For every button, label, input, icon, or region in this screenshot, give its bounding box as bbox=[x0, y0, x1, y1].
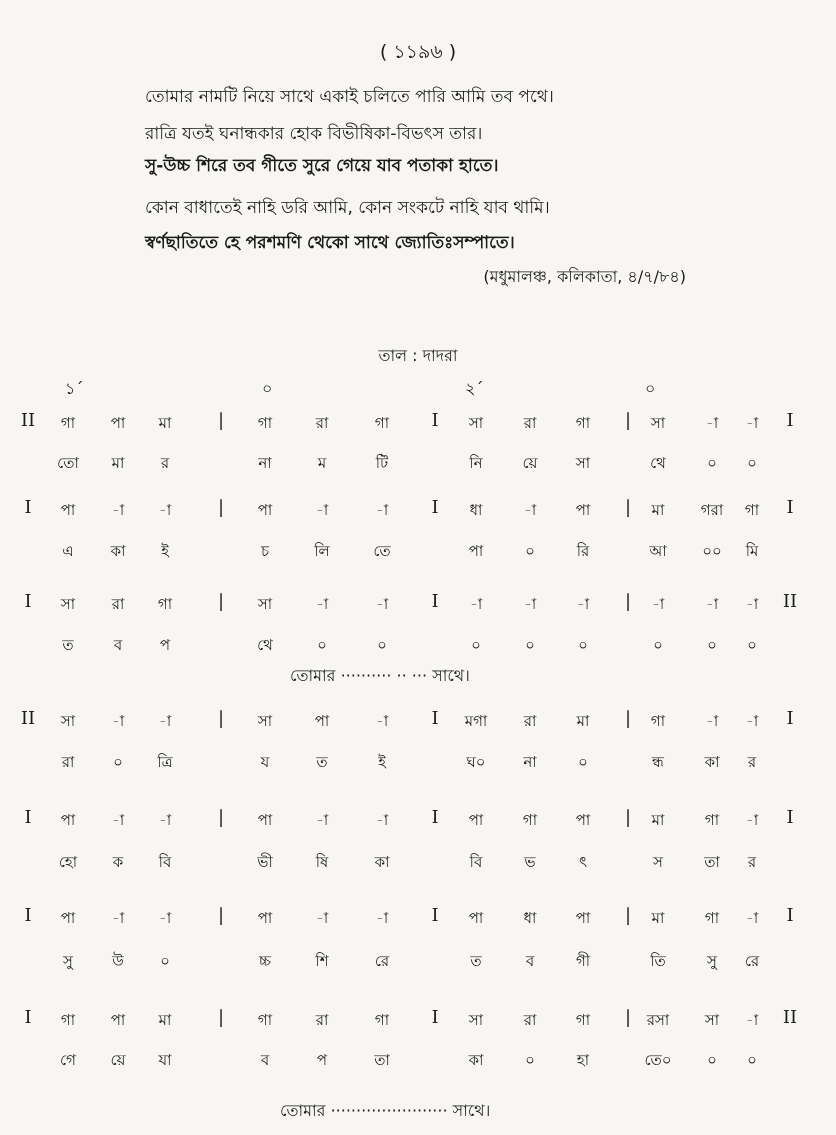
row-lead-barline: I bbox=[24, 1007, 32, 1028]
swara-note: গা bbox=[374, 414, 390, 432]
swara-note: পা bbox=[60, 909, 76, 927]
lyric-syllable: ত bbox=[470, 952, 482, 970]
lyric-syllable: ঘ০ bbox=[466, 753, 486, 771]
lyric-syllable: না bbox=[523, 753, 537, 771]
refrain-end: সাথে। bbox=[452, 1101, 491, 1120]
swara-note: মা bbox=[651, 501, 665, 519]
lyric-syllable: কা bbox=[110, 542, 126, 560]
swara-note: গা bbox=[704, 909, 720, 927]
lyric-syllable: ৎ bbox=[578, 853, 588, 871]
swara-note: -া bbox=[745, 414, 759, 432]
lyric-syllable: সু bbox=[63, 952, 73, 970]
lyric-syllable: রে bbox=[744, 952, 760, 970]
refrain-1 bbox=[290, 663, 470, 690]
swara-note: মা bbox=[651, 909, 665, 927]
beat-divider: | bbox=[624, 497, 632, 518]
beat-divider: | bbox=[217, 708, 225, 729]
lyric-syllable: স bbox=[653, 853, 663, 871]
tala-heading: তাল : দাদরা bbox=[378, 346, 458, 365]
lyric-syllable: ব bbox=[260, 1051, 270, 1069]
swara-note: গা bbox=[60, 414, 76, 432]
lyric-syllable: ০ bbox=[747, 1051, 757, 1069]
refrain-start: তোমার bbox=[290, 666, 336, 685]
swara-note: মা bbox=[158, 414, 172, 432]
row-end-barline: I bbox=[786, 807, 794, 828]
swara-note: রা bbox=[315, 414, 329, 432]
beat-divider: | bbox=[624, 1007, 632, 1028]
lyric-syllable: য়ে bbox=[522, 454, 538, 472]
lyric-syllable: বি bbox=[469, 853, 483, 871]
lyric-syllable: টি bbox=[375, 454, 389, 472]
beat-marker-1: ১´ bbox=[65, 379, 84, 398]
swara-note: -া bbox=[158, 811, 172, 829]
lyric-syllable: চ bbox=[260, 542, 270, 560]
lyric-syllable: থে bbox=[257, 636, 273, 654]
swara-note: সা bbox=[257, 595, 273, 613]
row-lead-barline: II bbox=[20, 708, 36, 729]
swara-note: পা bbox=[314, 712, 330, 730]
swara-note: রা bbox=[523, 1011, 537, 1029]
lyric-syllable: ০ bbox=[113, 753, 123, 771]
lyric-syllable: তি bbox=[650, 952, 666, 970]
lyric-syllable: ০ bbox=[317, 636, 327, 654]
lyric-syllable: সু bbox=[707, 952, 717, 970]
swara-note: ধা bbox=[469, 501, 483, 519]
beat-divider: | bbox=[217, 905, 225, 926]
swara-note: -া bbox=[158, 712, 172, 730]
lyric-syllable: শি bbox=[315, 952, 329, 970]
lyric-syllable: ব bbox=[525, 952, 535, 970]
beat-divider: I bbox=[431, 807, 439, 828]
swara-note: -া bbox=[375, 595, 389, 613]
swara-note: ধা bbox=[523, 909, 537, 927]
lyric-line-4: কোন বাধাতেই নাহি ডরি আমি, কোন সংকটে নাহি যাব থামি। bbox=[145, 198, 550, 218]
swara-note: মা bbox=[576, 712, 590, 730]
swara-note: -া bbox=[375, 909, 389, 927]
swara-note: -া bbox=[111, 501, 125, 519]
lyric-syllable: ই bbox=[378, 753, 386, 771]
lyric-syllable: ত bbox=[316, 753, 328, 771]
swara-note: গা bbox=[374, 1011, 390, 1029]
swara-note: -া bbox=[705, 595, 719, 613]
lyric-syllable: ই bbox=[161, 542, 169, 560]
swara-note: -া bbox=[315, 501, 329, 519]
lyric-syllable: র bbox=[747, 753, 757, 771]
lyric-syllable: ব bbox=[113, 636, 123, 654]
beat-divider: | bbox=[217, 591, 225, 612]
swara-note: পা bbox=[60, 501, 76, 519]
row-end-barline: I bbox=[786, 497, 794, 518]
beat-divider: I bbox=[431, 497, 439, 518]
lyric-syllable: ০ bbox=[707, 454, 717, 472]
beat-divider: I bbox=[431, 905, 439, 926]
lyric-syllable: রি bbox=[576, 542, 590, 560]
refrain-2 bbox=[280, 1098, 490, 1125]
beat-marker-3: ২´ bbox=[465, 379, 484, 398]
swara-note: -া bbox=[375, 811, 389, 829]
swara-note: সা bbox=[704, 1011, 720, 1029]
swara-note: রা bbox=[111, 595, 125, 613]
swara-note: মা bbox=[158, 1011, 172, 1029]
beat-divider: I bbox=[431, 1007, 439, 1028]
lyric-line-5: স্বর্ণছাতিতে হে পরশমণি থেকো সাথে জ্যোতিঃসম্পাতে। bbox=[145, 233, 515, 253]
lyric-line-3: সু-উচ্চ শিরে তব গীতে সুরে গেয়ে যাব পতাকা হাতে। bbox=[145, 156, 499, 176]
refrain-end: সাথে। bbox=[432, 666, 470, 685]
swara-note: পা bbox=[60, 811, 76, 829]
row-lead-barline: I bbox=[24, 591, 32, 612]
beat-divider: I bbox=[431, 708, 439, 729]
beat-divider: I bbox=[431, 591, 439, 612]
row-lead-barline: I bbox=[24, 807, 32, 828]
row-end-barline: I bbox=[786, 410, 794, 431]
lyric-syllable: আ bbox=[649, 542, 667, 560]
lyric-line-2: রাত্রি যতই ঘনান্ধকার হোক বিভীষিকা-বিভৎস তার। bbox=[145, 124, 483, 144]
swara-note: -া bbox=[745, 712, 759, 730]
swara-note: গা bbox=[522, 811, 538, 829]
lyric-syllable: ০ bbox=[160, 952, 170, 970]
swara-note: গা bbox=[575, 1011, 591, 1029]
swara-note: -া bbox=[158, 501, 172, 519]
lyric-syllable: বি bbox=[158, 853, 172, 871]
swara-note: পা bbox=[468, 811, 484, 829]
swara-note: -া bbox=[158, 909, 172, 927]
lyric-syllable: র bbox=[160, 454, 170, 472]
beat-marker-4: ০ bbox=[645, 379, 656, 398]
lyric-syllable: ০০ bbox=[702, 542, 722, 560]
swara-note: সা bbox=[468, 1011, 484, 1029]
lyric-syllable: ম bbox=[317, 454, 327, 472]
lyric-syllable: ষি bbox=[315, 853, 329, 871]
refrain-start: তোমার bbox=[280, 1101, 326, 1120]
swara-note: -া bbox=[523, 501, 537, 519]
beat-divider: | bbox=[217, 497, 225, 518]
beat-divider: | bbox=[624, 708, 632, 729]
swara-note: -া bbox=[745, 595, 759, 613]
swara-note: -া bbox=[315, 811, 329, 829]
lyric-syllable: লি bbox=[314, 542, 330, 560]
lyric-syllable: কা bbox=[468, 1051, 484, 1069]
row-end-barline: I bbox=[786, 708, 794, 729]
lyric-syllable: পা bbox=[468, 542, 484, 560]
row-end-barline: I bbox=[786, 905, 794, 926]
lyric-syllable: ভী bbox=[257, 853, 273, 871]
swara-note: গা bbox=[257, 414, 273, 432]
lyric-syllable: য bbox=[260, 753, 270, 771]
beat-divider: | bbox=[624, 905, 632, 926]
swara-note: পা bbox=[575, 811, 591, 829]
swara-note: -া bbox=[111, 909, 125, 927]
beat-divider: | bbox=[217, 807, 225, 828]
swara-note: গা bbox=[257, 1011, 273, 1029]
row-lead-barline: I bbox=[24, 905, 32, 926]
lyric-syllable: ০ bbox=[525, 542, 535, 560]
lyric-syllable: ০ bbox=[578, 753, 588, 771]
lyric-syllable: হো bbox=[58, 853, 78, 871]
swara-note: -া bbox=[469, 595, 483, 613]
beat-divider: | bbox=[624, 591, 632, 612]
swara-note: গরা bbox=[700, 501, 724, 519]
swara-note: -া bbox=[111, 712, 125, 730]
swara-note: গা bbox=[575, 414, 591, 432]
lyric-syllable: ০ bbox=[747, 636, 757, 654]
swara-note: সা bbox=[468, 414, 484, 432]
lyric-syllable: ন্ধ bbox=[652, 753, 664, 771]
lyric-syllable: নি bbox=[469, 454, 483, 472]
lyric-syllable: ০ bbox=[471, 636, 481, 654]
swara-note: রা bbox=[523, 414, 537, 432]
swara-note: -া bbox=[375, 712, 389, 730]
lyric-syllable: কা bbox=[704, 753, 720, 771]
swara-note: পা bbox=[468, 909, 484, 927]
swara-note: পা bbox=[110, 414, 126, 432]
swara-note: পা bbox=[257, 909, 273, 927]
swara-note: সা bbox=[257, 712, 273, 730]
swara-note: পা bbox=[110, 1011, 126, 1029]
lyric-syllable: মি bbox=[745, 542, 759, 560]
lyric-syllable: হা bbox=[576, 1051, 590, 1069]
refrain-dots: ······················· bbox=[330, 1101, 448, 1120]
swara-note: পা bbox=[257, 501, 273, 519]
swara-note: সা bbox=[60, 712, 76, 730]
lyric-syllable: তো bbox=[57, 454, 79, 472]
lyric-syllable: তে০ bbox=[644, 1051, 672, 1069]
row-end-barline: II bbox=[782, 1007, 798, 1028]
beat-marker-2: ০ bbox=[262, 379, 273, 398]
lyric-syllable: ০ bbox=[747, 454, 757, 472]
swara-note: -া bbox=[745, 811, 759, 829]
lyric-syllable: না bbox=[258, 454, 272, 472]
lyric-syllable: ত্রি bbox=[157, 753, 173, 771]
swara-note: -া bbox=[111, 811, 125, 829]
swara-note: পা bbox=[575, 501, 591, 519]
lyric-syllable: গে bbox=[60, 1051, 76, 1069]
swara-note: গা bbox=[704, 811, 720, 829]
beat-divider: | bbox=[217, 1007, 225, 1028]
swara-note: -া bbox=[745, 1011, 759, 1029]
lyric-syllable: য়ে bbox=[110, 1051, 126, 1069]
lyric-syllable: চ্চ bbox=[258, 952, 272, 970]
swara-note: রসা bbox=[646, 1011, 670, 1029]
lyric-syllable: রে bbox=[374, 952, 390, 970]
lyric-syllable: ক bbox=[112, 853, 124, 871]
lyric-syllable: গী bbox=[575, 952, 591, 970]
swara-note: -া bbox=[651, 595, 665, 613]
source-citation: (মধুমালঞ্চ, কলিকাতা, ৪/৭/৮৪) bbox=[483, 267, 686, 286]
swara-note: -া bbox=[705, 712, 719, 730]
lyric-syllable: ০ bbox=[653, 636, 663, 654]
lyric-line-1: তোমার নামটি নিয়ে সাথে একাই চলিতে পারি আমি তব পথে। bbox=[145, 87, 554, 107]
lyric-syllable: ত bbox=[62, 636, 74, 654]
lyric-syllable: ০ bbox=[578, 636, 588, 654]
swara-note: গা bbox=[157, 595, 173, 613]
lyric-syllable: তা bbox=[374, 1051, 390, 1069]
row-lead-barline: I bbox=[24, 497, 32, 518]
swara-note: -া bbox=[523, 595, 537, 613]
row-lead-barline: II bbox=[20, 410, 36, 431]
lyric-syllable: প bbox=[159, 636, 171, 654]
swara-note: গা bbox=[650, 712, 666, 730]
swara-note: সা bbox=[650, 414, 666, 432]
lyric-syllable: ভ bbox=[524, 853, 536, 871]
lyric-syllable: তা bbox=[704, 853, 720, 871]
swara-note: -া bbox=[745, 909, 759, 927]
lyric-syllable: তে bbox=[373, 542, 391, 560]
swara-note: মা bbox=[651, 811, 665, 829]
lyric-syllable: সা bbox=[575, 454, 591, 472]
swara-note: -া bbox=[705, 414, 719, 432]
lyric-syllable: ০ bbox=[377, 636, 387, 654]
swara-note: -া bbox=[315, 909, 329, 927]
swara-note: রা bbox=[523, 712, 537, 730]
row-end-barline: II bbox=[782, 591, 798, 612]
beat-divider: I bbox=[431, 410, 439, 431]
lyric-syllable: প bbox=[316, 1051, 328, 1069]
lyric-syllable: র bbox=[747, 853, 757, 871]
lyric-syllable: উ bbox=[112, 952, 124, 970]
lyric-syllable: কা bbox=[374, 853, 390, 871]
swara-note: গা bbox=[744, 501, 760, 519]
page-number: ( ১১৯৬ ) bbox=[379, 41, 457, 63]
lyric-syllable: থে bbox=[650, 454, 666, 472]
lyric-syllable: ০ bbox=[707, 1051, 717, 1069]
lyric-syllable: এ bbox=[62, 542, 74, 560]
swara-note: পা bbox=[575, 909, 591, 927]
swara-note: সা bbox=[60, 595, 76, 613]
refrain-dots: ·········· ·· ··· bbox=[340, 666, 428, 685]
lyric-syllable: ০ bbox=[707, 636, 717, 654]
beat-divider: | bbox=[624, 410, 632, 431]
beat-divider: | bbox=[624, 807, 632, 828]
lyric-syllable: যা bbox=[158, 1051, 172, 1069]
swara-note: গা bbox=[60, 1011, 76, 1029]
beat-divider: | bbox=[217, 410, 225, 431]
lyric-syllable: ০ bbox=[525, 636, 535, 654]
swara-note: মগা bbox=[464, 712, 488, 730]
swara-note: -া bbox=[315, 595, 329, 613]
swara-note: -া bbox=[576, 595, 590, 613]
lyric-syllable: মা bbox=[111, 454, 125, 472]
lyric-syllable: ০ bbox=[525, 1051, 535, 1069]
lyric-syllable: রা bbox=[61, 753, 75, 771]
swara-note: রা bbox=[315, 1011, 329, 1029]
swara-note: পা bbox=[257, 811, 273, 829]
swara-note: -া bbox=[375, 501, 389, 519]
